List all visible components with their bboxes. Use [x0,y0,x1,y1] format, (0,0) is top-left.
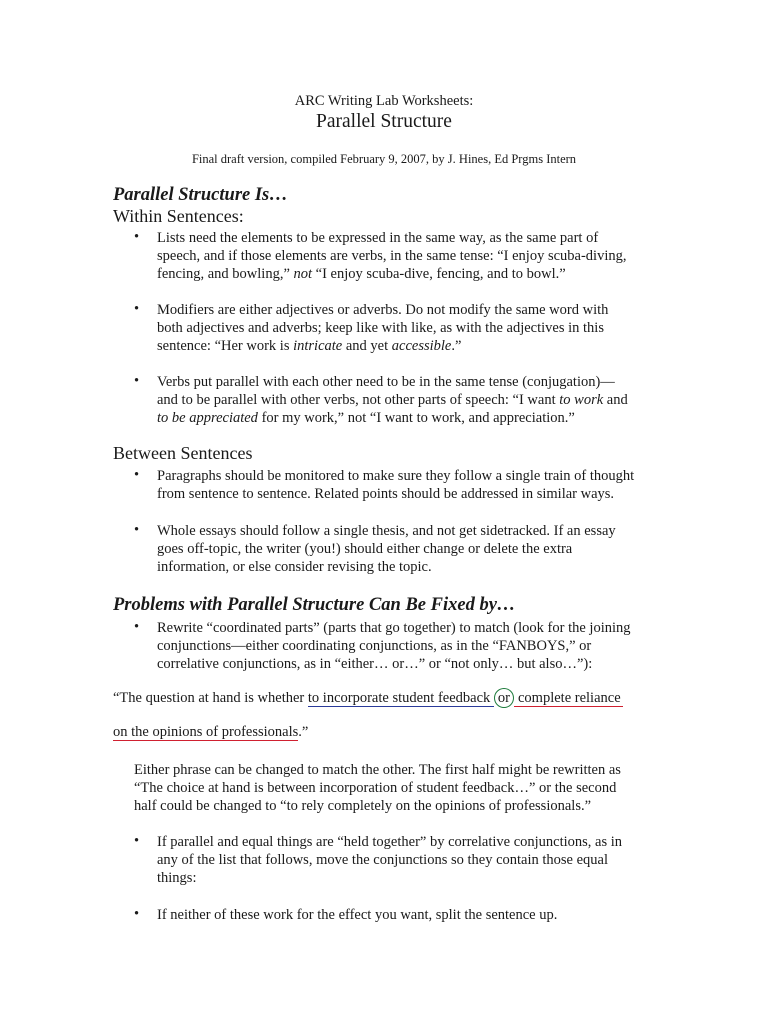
list-item-line: Lists need the elements to be expressed in the same way, as the same part of [157,230,599,246]
list-item-lists [157,229,677,283]
text-run: and to be parallel with other verbs, not other parts of speech: “I want [157,392,560,408]
example-sentence-line1 [113,688,623,708]
paragraph-line: half could be changed to “to rely completely on the opinions of professionals.” [134,798,592,814]
italic-text: not [293,266,313,282]
italic-text: accessible [391,338,452,354]
text-run: and [603,392,628,408]
list-item-line [157,409,677,427]
bullet-marker: • [134,301,140,317]
list-item-rewrite [157,619,677,673]
example-sentence-line2 [113,724,308,741]
list-item-line: both adjectives and adverbs; keep like with like, as with the adjectives in this [157,320,604,336]
circled-conjunction: or [494,688,514,708]
explanation-paragraph [134,761,694,815]
list-item-essays [157,522,677,576]
list-item-line: Rewrite “coordinated parts” (parts that go together) to match (look for the joining [157,620,631,636]
list-item-line: correlative conjunctions, as in “either… or…” or “not only… but also…”): [157,656,593,672]
text-run: for my work,” not “I want to work, and appreciation.” [257,410,575,426]
list-item-modifiers [157,301,677,355]
list-item-verbs [157,373,677,427]
red-underlined-phrase: complete reliance [514,690,623,707]
bullet-marker: • [134,833,140,849]
bullet-marker: • [134,906,140,922]
list-item-paragraphs [157,467,677,503]
text-run: and yet [342,338,392,354]
list-item-line: information, or else consider revising the topic. [157,559,432,575]
list-item-line: Modifiers are either adjectives or adverbs. Do not modify the same word with [157,302,609,318]
list-item-split [157,906,677,924]
list-item-line: Whole essays should follow a single thesis, and not get sidetracked. If an essay [157,523,616,539]
paragraph-line: Either phrase can be changed to match the other. The first half might be rewritten as [134,762,621,778]
bullet-marker: • [134,229,140,245]
worksheet-series-label: ARC Writing Lab Worksheets: [294,93,474,109]
subheading-within-sentences: Within Sentences: [113,206,244,226]
bullet-marker: • [134,373,140,389]
list-item-line: If parallel and equal things are “held together” by correlative conjunctions, as in [157,834,623,850]
blue-underlined-phrase: to incorporate student feedback [307,690,494,706]
list-item-line: goes off-topic, the writer (you!) should either change or delete the extra [157,541,573,557]
italic-text: intricate [293,338,343,354]
list-item-line: from sentence to sentence. Related points should be addressed in similar ways. [157,486,615,502]
list-item-line: Verbs put parallel with each other need to be in the same tense (conjugation)— [157,374,615,390]
list-item-line: speech, and if those elements are verbs, in the same tense: “I enjoy scuba-diving, [157,248,627,264]
section-heading-parallel-structure-is: Parallel Structure Is… [113,185,288,205]
list-item-line: If neither of these work for the effect you want, split the sentence up. [157,907,558,923]
list-item-line: things: [157,870,197,886]
italic-text: to be appreciated [157,410,258,426]
text-run: “The question at hand is whether [113,690,308,706]
paragraph-line: “The choice at hand is between incorporation of student feedback…” or the second [134,780,617,796]
text-run: “I enjoy scuba-dive, fencing, and to bowl.” [312,266,566,282]
credit-line: Final draft version, compiled February 9, 2007, by J. Hines, Ed Prgms Intern [191,152,577,166]
text-run: .” [451,338,462,354]
bullet-marker: • [134,467,140,483]
bullet-marker: • [134,619,140,635]
red-underlined-phrase: on the opinions of professionals [113,724,299,740]
list-item-line: any of the list that follows, move the conjunctions so they contain those equal [157,852,609,868]
bullet-marker: • [134,522,140,538]
text-run: fencing, and bowling,” [157,266,294,282]
list-item-correlative [157,833,677,887]
list-item-line [157,337,677,355]
italic-text: to work [559,392,604,408]
list-item-line [157,391,677,409]
section-heading-problems: Problems with Parallel Structure Can Be Fixed by… [113,595,516,615]
list-item-line: conjunctions—either coordinating conjunctions, as in the “FANBOYS,” or [157,638,592,654]
list-item-line [157,265,677,283]
page-title: Parallel Structure [316,111,452,132]
subheading-between-sentences: Between Sentences [113,443,253,463]
text-run: .” [298,724,309,740]
text-run: sentence: “Her work is [157,338,294,354]
list-item-line: Paragraphs should be monitored to make sure they follow a single train of thought [157,468,635,484]
